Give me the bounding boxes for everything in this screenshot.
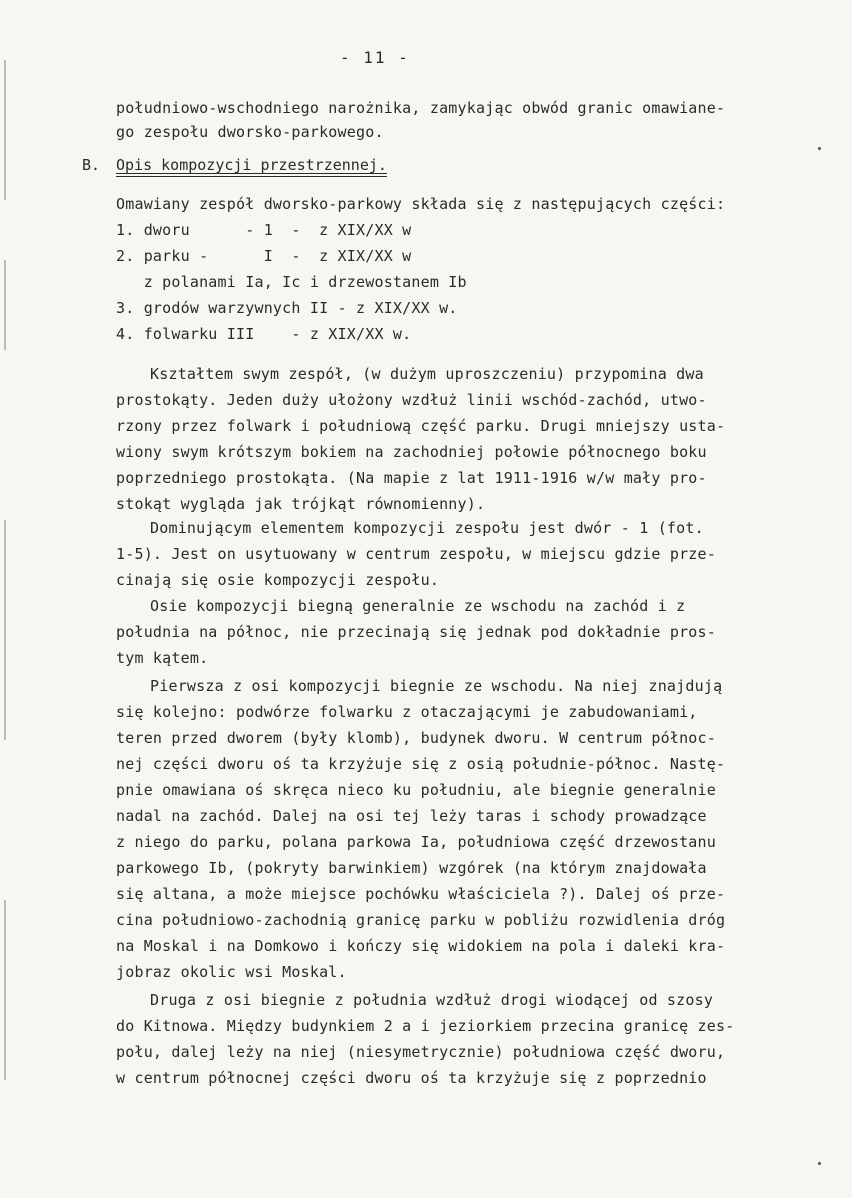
section-letter: B. [82,156,101,174]
intro-line: południowo-wschodniego narożnika, zamykając obwód granic omawiane- [116,99,726,117]
body-line: rzony przez folwark i południową część parku. Drugi mniejszy usta- [116,417,726,435]
body-line: z niego do parku, polana parkowa Ia, południowa część drzewostanu [116,833,716,851]
body-line: poprzedniego prostokąta. (Na mapie z lat 1911-1916 w/w mały pro- [116,469,707,487]
body-line: połu, dalej leży na niej (niesymetrycznie) południowa część dworu, [116,1043,726,1061]
body-line: cina południowo-zachodnią granicę parku w pobliżu rozwidlenia dróg [116,911,726,929]
scan-edge-mark [4,60,6,200]
body-line: nadal na zachód. Dalej na osi tej leży taras i schody prowadzące [116,807,707,825]
section-title: Opis kompozycji przestrzennej. [116,156,387,174]
body-line: jobraz okolic wsi Moskal. [116,963,347,981]
list-item: 2. parku - I - z XIX/XX w [116,247,412,265]
body-line: 1-5). Jest on usytuowany w centrum zespołu, w miejscu gdzie prze- [116,545,716,563]
scan-speck [818,1162,821,1165]
body-line: parkowego Ib, (pokryty barwinkiem) wzgórek (na którym znajdowała [116,859,707,877]
body-line: Osie kompozycji biegną generalnie ze wschodu na zachód i z [150,597,686,615]
body-line: Dominującym elementem kompozycji zespołu jest dwór - 1 (fot. [150,519,704,537]
list-item: z polanami Ia, Ic i drzewostanem Ib [116,273,467,291]
scan-edge-mark [4,900,6,1080]
body-line: tym kątem. [116,649,209,667]
scan-speck [818,147,821,150]
list-item: 3. grodów warzywnych II - z XIX/XX w. [116,299,458,317]
body-line: na Moskal i na Domkowo i kończy się widokiem na pola i daleki kra- [116,937,726,955]
scan-edge-mark [4,260,6,350]
page-number: - 11 - [340,48,410,67]
body-line: stokąt wygląda jak trójkąt równomienny). [116,495,486,513]
body-line: nej części dworu oś ta krzyżuje się z osią południe-północ. Nastę- [116,755,726,773]
body-line: się kolejno: podwórze folwarku z otaczającymi je zabudowaniami, [116,703,698,721]
list-item: 4. folwarku III - z XIX/XX w. [116,325,412,343]
body-line: cinają się osie kompozycji zespołu. [116,571,440,589]
body-line: do Kitnowa. Między budynkiem 2 a i jeziorkiem przecina granicę zes- [116,1017,735,1035]
scan-edge-mark [4,520,6,740]
body-line: w centrum północnej części dworu oś ta krzyżuje się z poprzednio [116,1069,707,1087]
intro-line: go zespołu dworsko-parkowego. [116,123,384,141]
list-item: 1. dworu - 1 - z XIX/XX w [116,221,412,239]
body-line: południa na północ, nie przecinają się jednak pod dokładnie pros- [116,623,716,641]
body-line: Kształtem swym zespół, (w dużym uproszczeniu) przypomina dwa [150,365,704,383]
body-line: Pierwsza z osi kompozycji biegnie ze wschodu. Na niej znajdują [150,677,723,695]
body-line: prostokąty. Jeden duży ułożony wzdłuż linii wschód-zachód, utwo- [116,391,707,409]
body-line: pnie omawiana oś skręca nieco ku południu, ale biegnie generalnie [116,781,716,799]
list-intro: Omawiany zespół dworsko-parkowy składa się z następujących części: [116,195,726,213]
body-line: się altana, a może miejsce pochówku właściciela ?). Dalej oś prze- [116,885,726,903]
body-line: teren przed dworem (były klomb), budynek dworu. W centrum północ- [116,729,716,747]
body-line: Druga z osi biegnie z południa wzdłuż drogi wiodącej od szosy [150,991,714,1009]
body-line: wiony swym krótszym bokiem na zachodniej połowie północnego boku [116,443,707,461]
